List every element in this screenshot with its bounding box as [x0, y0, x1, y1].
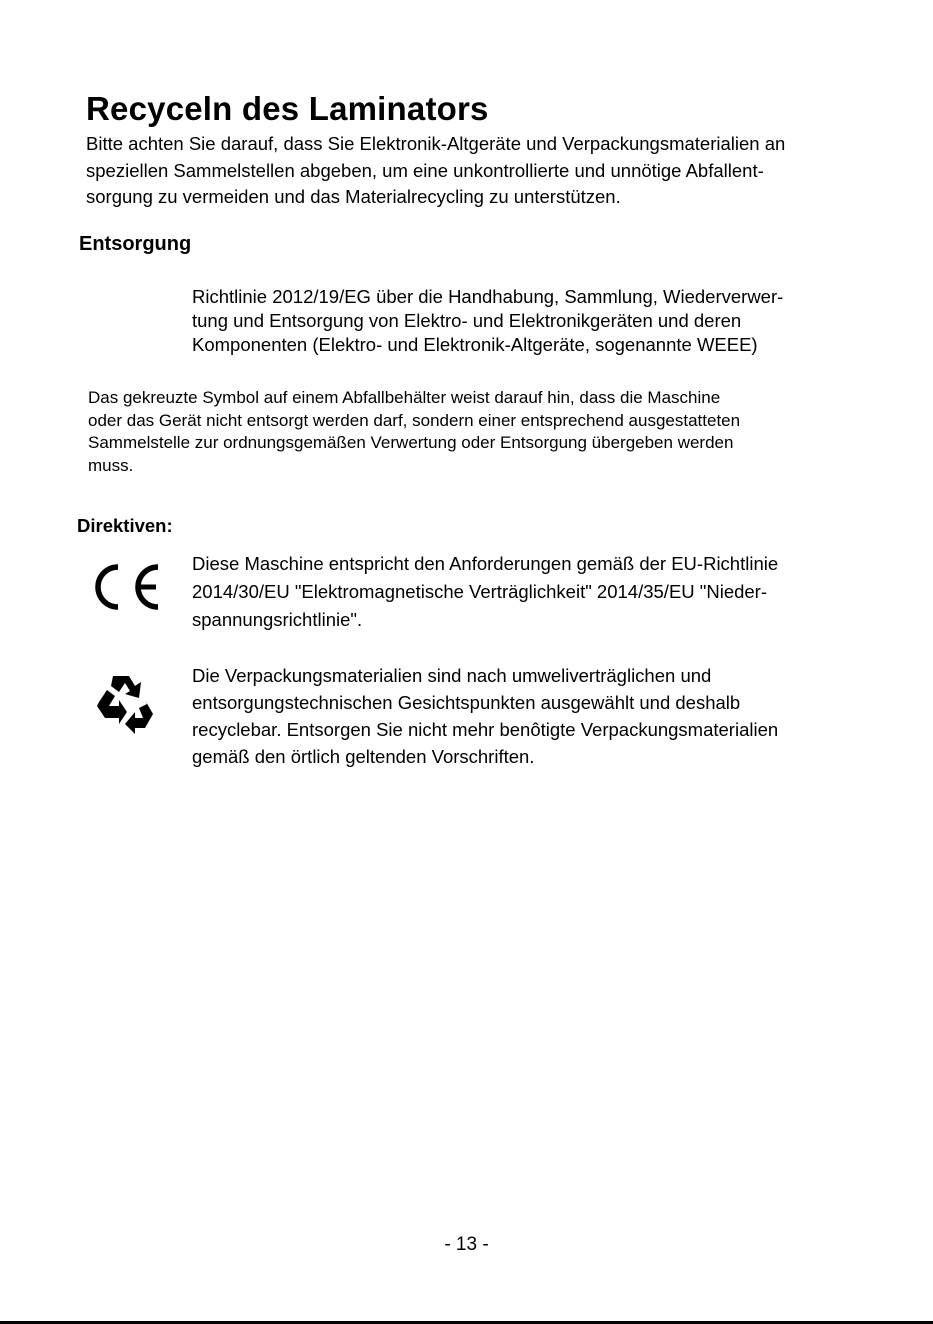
- page-number: - 13 -: [444, 1234, 489, 1255]
- symbol-line: Das gekreuzte Symbol auf einem Abfallbehälter weist darauf hin, dass die Maschine: [88, 388, 721, 407]
- section-heading-entsorgung: Entsorgung: [79, 233, 192, 255]
- ce-line: Diese Maschine entspricht den Anforderungen gemäß der EU-Richtlinie: [192, 553, 779, 574]
- section-heading-direktiven: Direktiven:: [77, 515, 173, 536]
- weee-directive-paragraph: [192, 285, 783, 357]
- weee-line: tung und Entsorgung von Elektro- und Elektronikgeräten und deren: [192, 310, 742, 331]
- recycle-line: recyclebar. Entsorgen Sie nicht mehr benôtigte Verpackungsmaterialien: [192, 719, 779, 740]
- packaging-paragraph: [192, 662, 778, 770]
- crossed-bin-paragraph: [88, 387, 740, 477]
- recycling-icon: [95, 672, 155, 734]
- page-title: Recyceln des Laminators: [86, 90, 489, 127]
- weee-line: Komponenten (Elektro- und Elektronik-Altgeräte, sogenannte WEEE): [192, 334, 758, 355]
- intro-line: sorgung zu vermeiden und das Materialrecycling zu unterstützen.: [86, 186, 621, 207]
- intro-line: Bitte achten Sie darauf, dass Sie Elektronik-Altgeräte und Verpackungsmaterialien an: [86, 133, 786, 154]
- ce-directive-paragraph: [192, 550, 778, 634]
- intro-paragraph: [86, 131, 866, 211]
- weee-line: Richtlinie 2012/19/EG über die Handhabung, Sammlung, Wiederverwer-: [192, 286, 784, 307]
- ce-line: spannungsrichtlinie".: [192, 609, 363, 630]
- ce-line: 2014/30/EU "Elektromagnetische Verträglichkeit" 2014/35/EU "Nieder-: [192, 581, 768, 602]
- symbol-line: muss.: [88, 455, 134, 475]
- intro-line: speziellen Sammelstellen abgeben, um eine unkontrollierte und unnötige Abfallent-: [86, 159, 764, 181]
- symbol-line: oder das Gerät nicht entsorgt werden darf, sondern einer entsprechend ausgestatteten: [88, 410, 741, 430]
- symbol-line: Sammelstelle zur ordnungsgemäßen Verwertung oder Entsorgung übergeben werden: [88, 433, 734, 452]
- recycle-line: gemäß den örtlich geltenden Vorschriften.: [192, 746, 535, 767]
- recycle-line: Die Verpackungsmaterialien sind nach umweliverträglichen und: [192, 665, 712, 686]
- ce-mark-icon: [88, 562, 160, 612]
- recycle-line: entsorgungstechnischen Gesichtspunkten ausgewählt und deshalb: [192, 692, 741, 713]
